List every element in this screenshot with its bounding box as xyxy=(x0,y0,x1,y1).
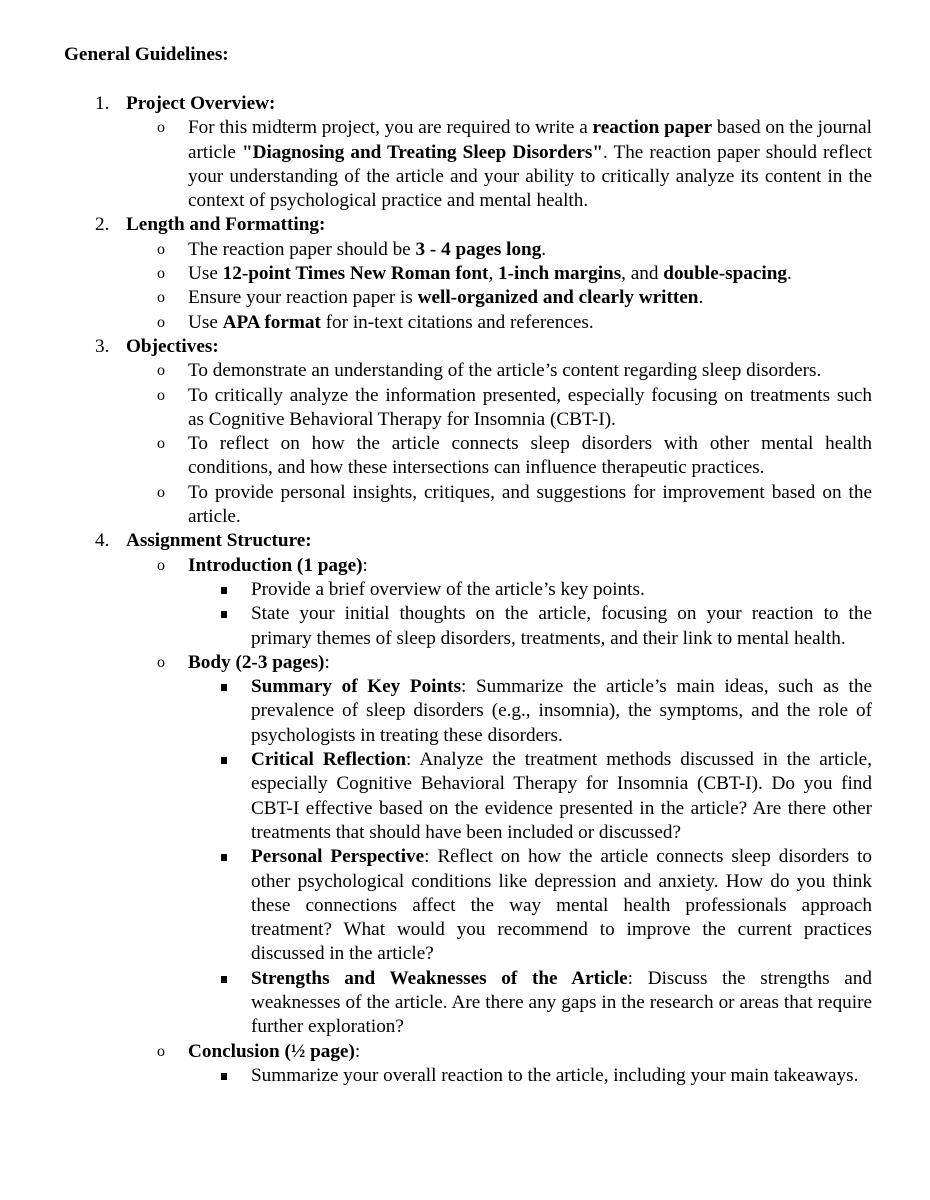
bold-text: well-organized and clearly written xyxy=(417,287,699,309)
text-run: : xyxy=(324,651,330,673)
circle-bullet-icon: o xyxy=(157,556,165,574)
square-bullet-icon xyxy=(221,587,227,594)
bold-text: double-spacing xyxy=(663,263,787,285)
text-run: For this midterm project, you are required to write a xyxy=(188,117,593,139)
section-title xyxy=(0,529,930,553)
text-run: , and xyxy=(621,263,664,285)
circle-bullet-icon: o xyxy=(157,483,165,501)
text-run: , xyxy=(488,263,499,285)
text-run: Summarize your overall reaction to the article, including your main takeaways. xyxy=(251,1064,859,1086)
bold-text: Personal Perspective xyxy=(251,846,425,868)
bold-text: Conclusion (½ page) xyxy=(188,1040,355,1062)
list-item xyxy=(0,116,872,213)
list-item xyxy=(0,481,872,530)
bold-text: Summary of Key Points xyxy=(251,676,462,698)
list-item xyxy=(0,359,872,383)
text-run: To reflect on how the article connects sleep disorders with other mental health conditions, and how these intersections can influence therapeutic practices. xyxy=(188,433,872,479)
list-item xyxy=(0,651,872,675)
text-run: State your initial thoughts on the article, focusing on your reaction to the primary themes of sleep disorders, treatments, and their link to mental health. xyxy=(251,603,872,649)
section-title-text: Length and Formatting: xyxy=(126,214,326,236)
section-number: 4. xyxy=(95,530,110,552)
section-title xyxy=(0,92,930,116)
text-run: To provide personal insights, critiques, and suggestions for improvement based on the article. xyxy=(188,481,872,528)
circle-bullet-icon: o xyxy=(157,386,165,404)
bold-text: Strengths and Weaknesses of the Article xyxy=(251,967,628,989)
sub-list-item xyxy=(0,602,872,651)
circle-bullet-icon: o xyxy=(157,362,165,380)
section-number: 3. xyxy=(95,335,110,357)
square-bullet-icon xyxy=(221,976,227,983)
section-4 xyxy=(0,529,930,1088)
circle-bullet-icon: o xyxy=(157,313,165,331)
bold-text: APA format xyxy=(222,311,321,333)
bold-text: 12-point Times New Roman font xyxy=(222,263,489,285)
circle-bullet-icon: o xyxy=(157,435,165,453)
sub-list-item xyxy=(0,967,872,1040)
text-run: . xyxy=(541,238,547,260)
section-title xyxy=(0,213,930,237)
sub-list-item xyxy=(0,845,872,966)
text-run: : xyxy=(354,1040,361,1062)
list-item xyxy=(0,554,872,578)
section-title xyxy=(0,335,930,359)
square-bullet-icon xyxy=(221,611,227,618)
list-item xyxy=(0,238,872,262)
sub-list-item xyxy=(0,578,872,602)
list-item xyxy=(0,311,872,335)
sub-list-item xyxy=(0,675,872,748)
list-item xyxy=(0,384,872,433)
section-number: 2. xyxy=(95,214,110,236)
circle-bullet-icon: o xyxy=(157,289,165,307)
section-1 xyxy=(0,92,930,213)
circle-bullet-icon: o xyxy=(157,265,165,283)
text-run: for in-text citations and references. xyxy=(320,311,594,333)
sub-list-item xyxy=(0,1064,872,1088)
list-item xyxy=(0,432,872,481)
bold-text: Critical Reflection xyxy=(251,749,407,771)
text-run: : Summarize the article’s main ideas, such as the prevalence of sleep disorders (e.g., insomnia), the symptoms, and the role of psychologists in treating these disorders. xyxy=(251,676,872,746)
text-run: Ensure your reaction paper is xyxy=(188,287,418,309)
bold-text: 1-inch margins xyxy=(498,263,622,285)
text-run: Provide a brief overview of the article’s key points. xyxy=(251,578,645,600)
section-2 xyxy=(0,213,930,334)
text-run: : xyxy=(362,554,368,576)
text-run: : Reflect on how the article connects sleep disorders to other psychological conditions like depression and anxiety. How do you think these connections affect the way mental health professionals approach treatment? What would you recommend to improve the current practices discussed in the article? xyxy=(251,846,872,965)
list-item xyxy=(0,262,872,286)
guidelines-list xyxy=(0,92,930,1088)
text-run: . xyxy=(698,287,704,309)
text-run: : Analyze the treatment methods discussed in the article, especially Cognitive Behavioral Therapy for Insomnia (CBT-I). Do you find CBT-I effective based on the evidence presented in the article? Are there other treatments that should have been included or discussed? xyxy=(251,749,872,843)
text-run: The reaction paper should be xyxy=(188,238,416,260)
list-item xyxy=(0,286,872,310)
list-item xyxy=(0,1040,872,1064)
square-bullet-icon xyxy=(221,757,227,764)
section-3 xyxy=(0,335,930,529)
square-bullet-icon xyxy=(221,684,227,691)
text-run: : Discuss the strengths and weaknesses of the article. Are there any gaps in the research or areas that require further exploration? xyxy=(251,967,872,1038)
square-bullet-icon xyxy=(221,1073,227,1080)
text-run: To critically analyze the information presented, especially focusing on treatments such as Cognitive Behavioral Therapy for Insomnia (CBT-I). xyxy=(188,384,872,430)
section-title-text: Objectives: xyxy=(126,335,219,357)
square-bullet-icon xyxy=(221,854,227,861)
bold-text: "Diagnosing and Treating Sleep Disorders" xyxy=(241,141,603,163)
text-run: Use xyxy=(188,311,223,333)
circle-bullet-icon: o xyxy=(157,240,165,258)
sub-list-item xyxy=(0,748,872,845)
bold-text: Body (2-3 pages) xyxy=(188,651,325,673)
circle-bullet-icon: o xyxy=(157,1042,165,1060)
circle-bullet-icon: o xyxy=(157,653,165,671)
text-run: . The reaction paper should reflect your understanding of the article and your ability to critically analyze its content in the context of psychological practice and mental health. xyxy=(188,141,872,212)
text-run: . xyxy=(786,263,792,285)
text-run: Use xyxy=(188,263,223,285)
document-heading: General Guidelines: xyxy=(64,44,229,65)
circle-bullet-icon: o xyxy=(157,119,165,137)
section-title-text: Project Overview: xyxy=(126,93,276,114)
bold-text: 3 - 4 pages long xyxy=(415,238,542,260)
text-run: To demonstrate an understanding of the article’s content regarding sleep disorders. xyxy=(188,360,822,382)
section-title-text: Assignment Structure: xyxy=(126,530,312,552)
bold-text: Introduction (1 page) xyxy=(188,554,363,576)
text-run: based on the journal article xyxy=(188,117,872,163)
section-number: 1. xyxy=(95,93,110,114)
bold-text: reaction paper xyxy=(592,117,713,139)
